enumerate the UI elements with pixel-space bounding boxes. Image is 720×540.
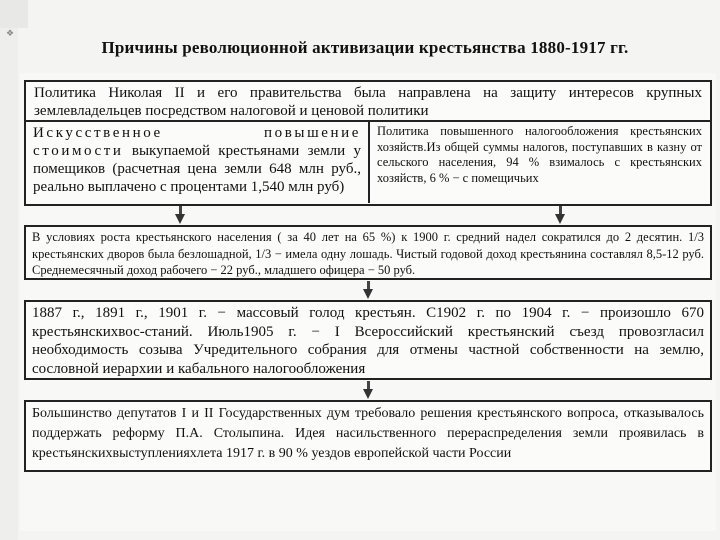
nicholas-policy-text: Политика Николая II и его правительства была направлена на защиту интересов крупных землевладельцев посредством налоговой и ценовой политики [26,82,710,122]
famine-uprisings-box: 1887 г., 1891 г., 1901 г. − массовый голод крестьян. С1902 г. по 1904 г. − произошло 670 крестьянскихвос-станий. Июль1905 г. − I Всероссийский крестьянский съезд провозгласил необходимость созыва Учредительного собрания для отмены частной собственности на землю, сословной иерархии и кабального налогообложения [24,300,712,380]
slide-corner-decoration [0,0,28,28]
diamond-bullet-icon: ❖ [6,28,15,38]
land-price-text [26,122,370,203]
land-price-heading: Искусственное повышение стоимости [33,125,361,159]
land-price-details: выкупаемой крестьянами земли у помещиков (расчетная цена земли 648 млн руб., реально выплачено с процентами 1,540 млн руб) [33,143,362,195]
causes-box [24,80,712,206]
population-box: В условиях роста крестьянского населения ( за 40 лет на 65 %) к 1900 г. средний надел сократился до 2 десятин. 1/3 крестьянских дворов была безлошадной, 1/3 − имела одну лошадь. Чистый годовой доход крестьянина составлял 8,5-12 руб. Среднемесячный доход рабочего − 22 руб., младшего офицера − 50 руб. [24,225,712,280]
slide-left-edge [0,0,18,540]
slide-title: Причины революционной активизации крестьянства 1880-1917 гг. [101,38,629,57]
duma-box: Большинство депутатов I и II Государственных дум требовало решения крестьянского вопроса, отказывалось поддержать реформу П.А. Столыпина. Идея насильственного перераспределения земли проявилась в крестьянскихвыступленияхлета 1917 г. в 90 % уездов европейской части России [24,400,712,472]
tax-policy-text: Политика повышенного налогообложения крестьянских хозяйств.Из общей суммы налогов, поступавших в казну от сельского населения, 94 % взималось с крестьянских хозяйств, 6 % − с помещичьих [377,124,702,185]
